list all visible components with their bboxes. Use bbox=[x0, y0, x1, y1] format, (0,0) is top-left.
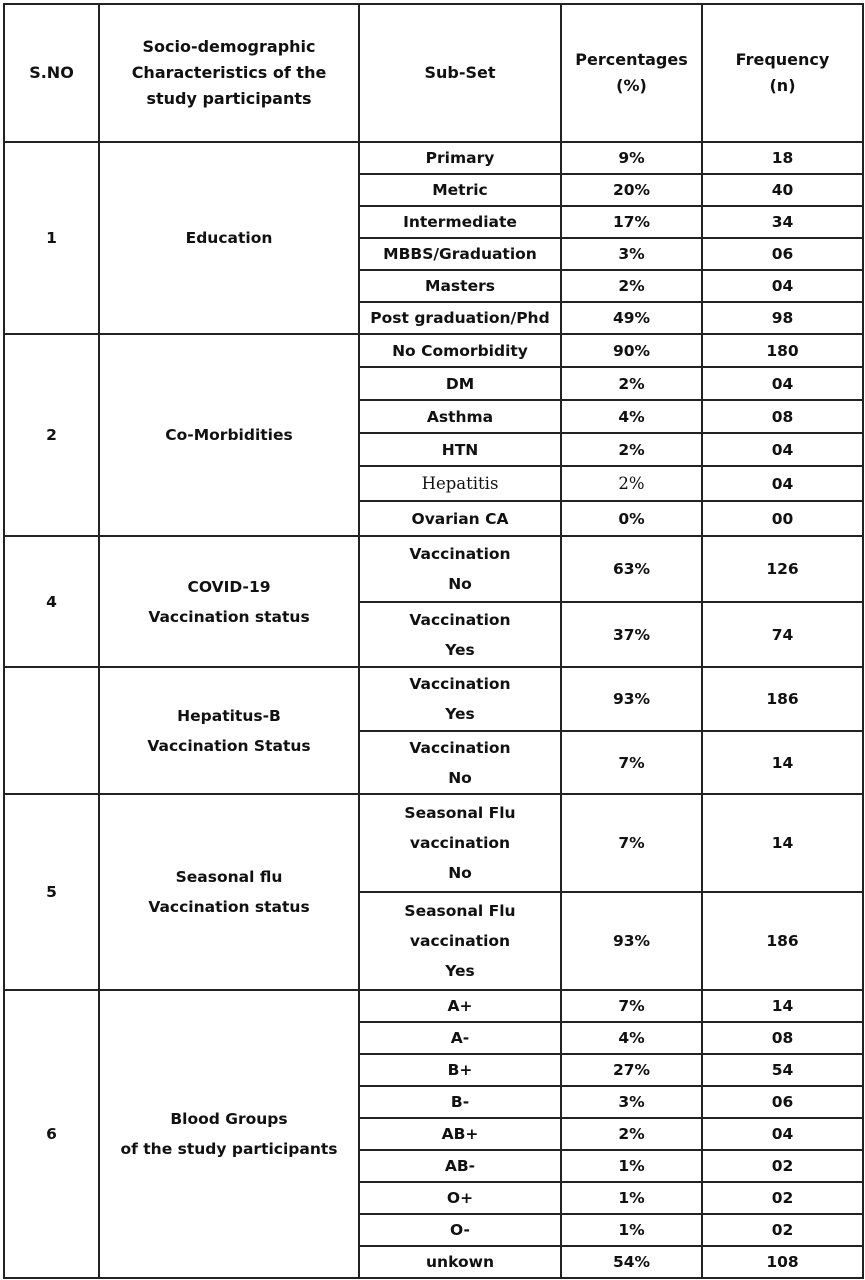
frequency-cell: 06 bbox=[702, 1086, 863, 1118]
percentage-cell: 63% bbox=[561, 536, 702, 602]
percentage-cell: 1% bbox=[561, 1214, 702, 1246]
percentage-cell: 1% bbox=[561, 1182, 702, 1214]
subset-cell bbox=[359, 731, 561, 794]
group-number: 4 bbox=[4, 536, 99, 667]
subset-line: Masters bbox=[425, 277, 495, 295]
subset-cell bbox=[359, 174, 561, 206]
frequency-cell: 54 bbox=[702, 1054, 863, 1086]
subset-cell bbox=[359, 536, 561, 602]
group-characteristic bbox=[99, 142, 359, 334]
subset-line: vaccination bbox=[409, 834, 511, 852]
group-characteristic-line: COVID-19 bbox=[187, 577, 271, 596]
percentage-cell: 90% bbox=[561, 334, 702, 367]
group-characteristic-line: of the study participants bbox=[120, 1140, 338, 1158]
percentage-cell: 27% bbox=[561, 1054, 702, 1086]
subset-line: No bbox=[448, 768, 472, 787]
header-characteristics bbox=[99, 4, 359, 142]
frequency-cell: 04 bbox=[702, 270, 863, 302]
subset-line: DM bbox=[445, 374, 475, 393]
frequency-cell: 34 bbox=[702, 206, 863, 238]
subset-line: Intermediate bbox=[403, 213, 517, 231]
subset-cell bbox=[359, 794, 561, 892]
percentage-cell: 54% bbox=[561, 1246, 702, 1278]
subset-line: Seasonal Flu bbox=[404, 804, 516, 822]
subset-cell bbox=[359, 142, 561, 174]
percentage-cell: 2% bbox=[561, 367, 702, 400]
table-row bbox=[4, 990, 863, 1022]
group-characteristic-line: Vaccination Status bbox=[147, 736, 311, 755]
percentage-cell: 1% bbox=[561, 1150, 702, 1182]
subset-line: No Comorbidity bbox=[392, 341, 528, 360]
frequency-cell: 08 bbox=[702, 400, 863, 433]
frequency-cell: 126 bbox=[702, 536, 863, 602]
percentage-cell: 2% bbox=[561, 1118, 702, 1150]
subset-line: Metric bbox=[432, 181, 488, 199]
group-number: 1 bbox=[4, 142, 99, 334]
subset-cell bbox=[359, 1150, 561, 1182]
subset-line: O- bbox=[450, 1221, 470, 1239]
subset-line: Vaccination bbox=[409, 610, 511, 629]
percentage-cell: 4% bbox=[561, 1022, 702, 1054]
table-row bbox=[4, 334, 863, 367]
group-characteristic-line: Co-Morbidities bbox=[165, 426, 293, 444]
subset-cell bbox=[359, 602, 561, 667]
subset-cell bbox=[359, 302, 561, 334]
subset-line: AB+ bbox=[441, 1125, 479, 1143]
subset-cell bbox=[359, 400, 561, 433]
percentage-cell: 49% bbox=[561, 302, 702, 334]
subset-cell bbox=[359, 466, 561, 501]
subset-cell bbox=[359, 433, 561, 466]
subset-cell bbox=[359, 270, 561, 302]
percentage-cell: 17% bbox=[561, 206, 702, 238]
frequency-cell: 00 bbox=[702, 501, 863, 536]
frequency-cell: 180 bbox=[702, 334, 863, 367]
frequency-cell: 14 bbox=[702, 794, 863, 892]
subset-cell bbox=[359, 1214, 561, 1246]
frequency-cell: 04 bbox=[702, 1118, 863, 1150]
subset-line: Vaccination bbox=[409, 738, 511, 757]
frequency-cell: 18 bbox=[702, 142, 863, 174]
group-characteristic bbox=[99, 536, 359, 667]
subset-cell bbox=[359, 501, 561, 536]
subset-line: HTN bbox=[441, 440, 479, 459]
percentage-cell: 7% bbox=[561, 731, 702, 794]
percentage-cell: 2% bbox=[561, 433, 702, 466]
group-number: 2 bbox=[4, 334, 99, 536]
percentage-cell: 7% bbox=[561, 990, 702, 1022]
percentage-cell: 7% bbox=[561, 794, 702, 892]
header-frequency bbox=[702, 4, 863, 142]
header-characteristics-line: Characteristics of the bbox=[131, 63, 327, 82]
group-characteristic-line: Blood Groups bbox=[170, 1110, 288, 1128]
subset-cell bbox=[359, 1054, 561, 1086]
percentage-cell: 93% bbox=[561, 667, 702, 731]
subset-line: Yes bbox=[445, 962, 475, 980]
header-subset: Sub-Set bbox=[359, 4, 561, 142]
group-characteristic-line: Education bbox=[185, 229, 273, 247]
subset-line: Yes bbox=[445, 705, 475, 723]
subset-line: Asthma bbox=[426, 407, 494, 426]
group-number: 6 bbox=[4, 990, 99, 1278]
subset-cell bbox=[359, 1022, 561, 1054]
frequency-cell: 02 bbox=[702, 1214, 863, 1246]
table-row bbox=[4, 794, 863, 892]
subset-cell bbox=[359, 1182, 561, 1214]
percentage-cell: 3% bbox=[561, 1086, 702, 1118]
percentage-cell: 3% bbox=[561, 238, 702, 270]
header-percentages-line: (%) bbox=[616, 76, 647, 95]
subset-line: AB- bbox=[444, 1157, 476, 1175]
subset-cell bbox=[359, 892, 561, 990]
header-row bbox=[4, 4, 863, 142]
group-characteristic-line: Hepatitus-B bbox=[177, 706, 281, 725]
frequency-cell: 14 bbox=[702, 990, 863, 1022]
table-row bbox=[4, 667, 863, 731]
subset-line: Post graduation/Phd bbox=[370, 309, 550, 327]
subset-cell bbox=[359, 367, 561, 400]
frequency-cell: 08 bbox=[702, 1022, 863, 1054]
group-characteristic bbox=[99, 667, 359, 794]
subset-cell bbox=[359, 238, 561, 270]
subset-cell bbox=[359, 1246, 561, 1278]
header-percentages bbox=[561, 4, 702, 142]
subset-cell bbox=[359, 990, 561, 1022]
frequency-cell: 186 bbox=[702, 667, 863, 731]
frequency-cell: 14 bbox=[702, 731, 863, 794]
frequency-cell: 186 bbox=[702, 892, 863, 990]
frequency-cell: 06 bbox=[702, 238, 863, 270]
frequency-cell: 98 bbox=[702, 302, 863, 334]
header-percentages-line: Percentages bbox=[575, 50, 688, 69]
group-characteristic-line: Vaccination status bbox=[148, 607, 310, 626]
subset-line: B- bbox=[450, 1093, 470, 1111]
percentage-cell: 93% bbox=[561, 892, 702, 990]
subset-cell bbox=[359, 206, 561, 238]
subset-cell bbox=[359, 1118, 561, 1150]
frequency-cell: 04 bbox=[702, 466, 863, 501]
subset-line: Primary bbox=[425, 149, 495, 167]
header-characteristics-line: Socio-demographic bbox=[142, 37, 316, 56]
frequency-cell: 02 bbox=[702, 1182, 863, 1214]
percentage-cell: 4% bbox=[561, 400, 702, 433]
group-number bbox=[4, 667, 99, 794]
table-row bbox=[4, 536, 863, 602]
subset-line: No bbox=[448, 864, 472, 882]
subset-line: Vaccination bbox=[409, 675, 511, 693]
subset-cell bbox=[359, 1086, 561, 1118]
group-number: 5 bbox=[4, 794, 99, 990]
table-row bbox=[4, 142, 863, 174]
subset-cell bbox=[359, 334, 561, 367]
participants-table bbox=[3, 3, 864, 1279]
subset-line: Hepatitis bbox=[421, 473, 499, 493]
header-characteristics-line: study participants bbox=[146, 89, 312, 108]
group-characteristic bbox=[99, 334, 359, 536]
group-characteristic bbox=[99, 794, 359, 990]
subset-line: A- bbox=[450, 1029, 470, 1047]
subset-line: Ovarian CA bbox=[411, 509, 509, 528]
subset-cell bbox=[359, 667, 561, 731]
percentage-cell: 2% bbox=[561, 466, 702, 501]
subset-line: No bbox=[448, 575, 472, 593]
subset-line: Yes bbox=[445, 640, 475, 659]
subset-line: B+ bbox=[447, 1061, 473, 1079]
percentage-cell: 9% bbox=[561, 142, 702, 174]
percentage-cell: 37% bbox=[561, 602, 702, 667]
frequency-cell: 108 bbox=[702, 1246, 863, 1278]
subset-line: vaccination bbox=[409, 932, 511, 950]
header-frequency-line: Frequency bbox=[735, 50, 830, 69]
subset-line: unkown bbox=[426, 1253, 494, 1271]
subset-line: MBBS/Graduation bbox=[383, 245, 537, 263]
percentage-cell: 2% bbox=[561, 270, 702, 302]
subset-line: A+ bbox=[447, 997, 473, 1015]
frequency-cell: 04 bbox=[702, 367, 863, 400]
percentage-cell: 0% bbox=[561, 501, 702, 536]
frequency-cell: 02 bbox=[702, 1150, 863, 1182]
frequency-cell: 74 bbox=[702, 602, 863, 667]
group-characteristic-line: Seasonal flu bbox=[175, 868, 283, 886]
header-frequency-line: (n) bbox=[769, 76, 796, 95]
subset-line: Vaccination bbox=[409, 545, 511, 563]
frequency-cell: 04 bbox=[702, 433, 863, 466]
group-characteristic-line: Vaccination status bbox=[148, 898, 310, 916]
header-sno: S.NO bbox=[4, 4, 99, 142]
percentage-cell: 20% bbox=[561, 174, 702, 206]
subset-line: Seasonal Flu bbox=[404, 902, 516, 920]
table-body bbox=[4, 142, 863, 1278]
group-characteristic bbox=[99, 990, 359, 1278]
frequency-cell: 40 bbox=[702, 174, 863, 206]
subset-line: O+ bbox=[446, 1189, 474, 1207]
